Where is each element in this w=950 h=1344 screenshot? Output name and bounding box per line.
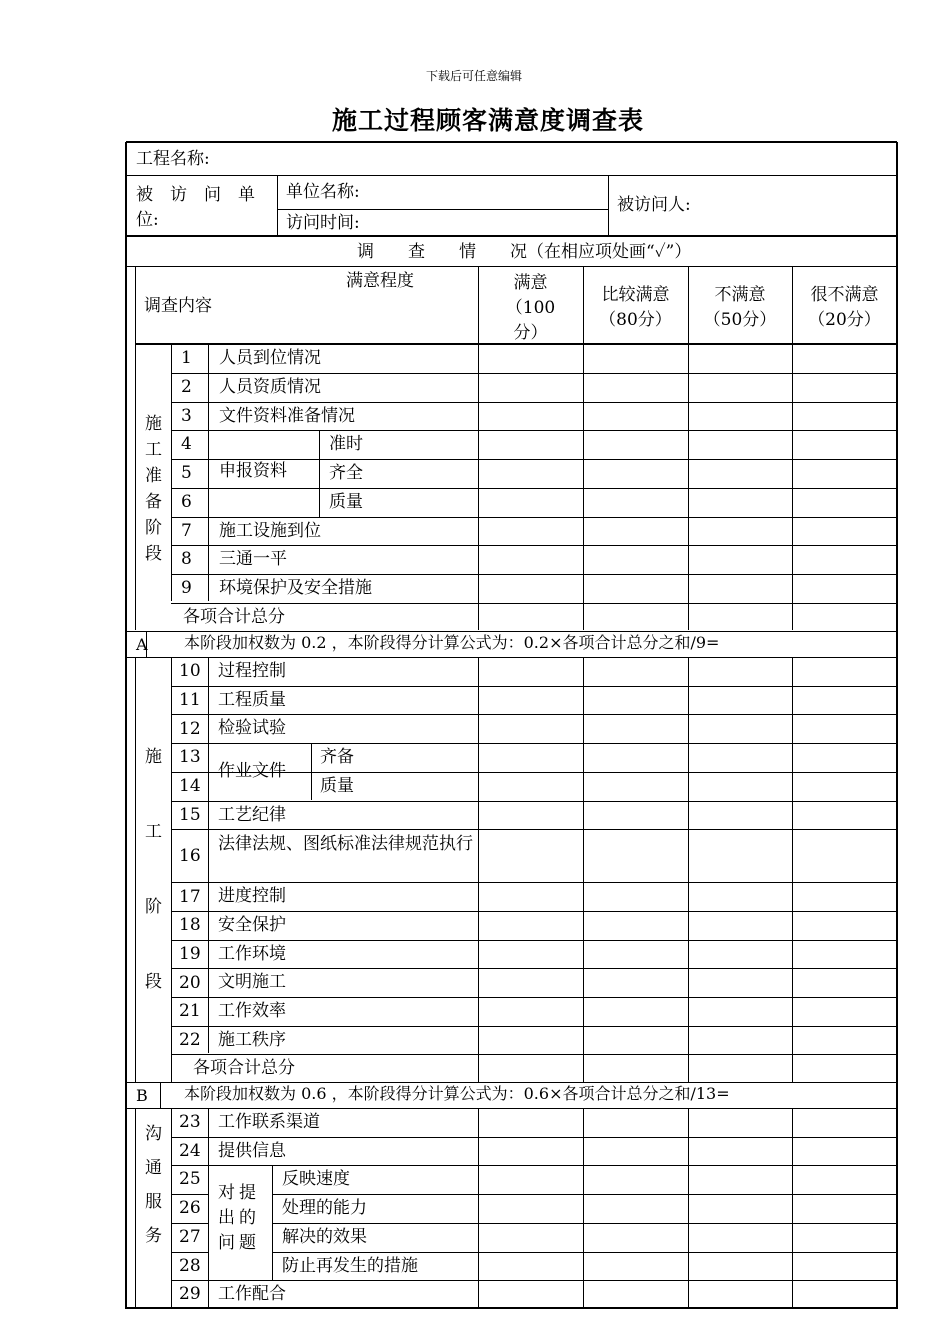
table-rule bbox=[171, 829, 897, 830]
visit-time-label: 访问时间: bbox=[286, 213, 360, 233]
stage-char: 段 bbox=[145, 544, 162, 564]
rating-cell-satisfied[interactable] bbox=[585, 346, 686, 371]
table-rule bbox=[171, 574, 897, 575]
row-number: 5 bbox=[181, 463, 192, 483]
rating-cell-very-satisfied[interactable] bbox=[480, 461, 581, 486]
table-rule bbox=[160, 1082, 161, 1108]
table-rule bbox=[171, 1054, 897, 1055]
rating-cell-very-satisfied[interactable] bbox=[480, 913, 581, 938]
row-number: 2 bbox=[181, 376, 192, 397]
row-item-label: 三通一平 bbox=[219, 549, 287, 570]
rating-cell-unsatisfied[interactable] bbox=[690, 803, 790, 828]
table-rule bbox=[171, 743, 897, 744]
rating-cell-satisfied[interactable] bbox=[585, 1110, 686, 1135]
satisfaction-level-label: 满意程度 bbox=[346, 271, 414, 291]
rating-cell-satisfied[interactable] bbox=[585, 1282, 686, 1307]
rating-cell-very-satisfied[interactable] bbox=[480, 1225, 581, 1250]
rating-cell-unsatisfied[interactable] bbox=[690, 1139, 790, 1164]
row-number: 19 bbox=[179, 943, 201, 964]
row-item-label: 人员资质情况 bbox=[219, 376, 321, 397]
unit-name-label: 单位名称: bbox=[286, 182, 360, 202]
table-rule bbox=[171, 1108, 172, 1309]
table-rule bbox=[135, 657, 136, 1082]
group-label-filing: 申报资料 bbox=[219, 461, 287, 482]
table-rule bbox=[135, 266, 136, 630]
total-cell[interactable] bbox=[585, 1056, 686, 1080]
rating-cell-unsatisfied[interactable] bbox=[690, 490, 790, 515]
rating-cell-unsatisfied[interactable] bbox=[690, 346, 790, 371]
rating-cell-satisfied[interactable] bbox=[585, 774, 686, 799]
rating-cell-unsatisfied[interactable] bbox=[690, 659, 790, 684]
rating-cell-satisfied[interactable] bbox=[585, 913, 686, 938]
visited-unit-label: 被 访 问 单位: bbox=[136, 185, 255, 230]
row-item-label: 齐备 bbox=[320, 747, 354, 768]
table-rule bbox=[126, 235, 897, 237]
row-number: 21 bbox=[179, 1001, 201, 1022]
table-rule bbox=[688, 1108, 689, 1309]
table-rule bbox=[171, 402, 897, 403]
rating-cell-very-satisfied[interactable] bbox=[480, 803, 581, 828]
download-note: 下载后可任意编辑 bbox=[426, 69, 523, 83]
section-code-b: B bbox=[136, 1086, 148, 1105]
rating-cell-satisfied[interactable] bbox=[585, 803, 686, 828]
rating-cell-satisfied[interactable] bbox=[585, 659, 686, 684]
row-item-label: 施工秩序 bbox=[218, 1029, 286, 1050]
rating-cell-very-unsatisfied[interactable] bbox=[794, 831, 895, 880]
rating-cell-very-satisfied[interactable] bbox=[480, 1110, 581, 1135]
table-rule bbox=[272, 1223, 897, 1224]
total-cell[interactable] bbox=[480, 605, 581, 629]
rating-cell-very-unsatisfied[interactable] bbox=[794, 1225, 895, 1250]
rating-cell-very-unsatisfied[interactable] bbox=[794, 1196, 895, 1221]
rating-cell-satisfied[interactable] bbox=[585, 688, 686, 713]
total-label: 各项合计总分 bbox=[193, 1058, 295, 1079]
rating-cell-satisfied[interactable] bbox=[585, 942, 686, 967]
survey-content-label: 调查内容 bbox=[144, 296, 212, 316]
rating-cell-unsatisfied[interactable] bbox=[690, 432, 790, 457]
table-rule bbox=[126, 175, 897, 176]
rating-cell-satisfied[interactable] bbox=[585, 1225, 686, 1250]
rating-cell-very-unsatisfied[interactable] bbox=[794, 1167, 895, 1192]
table-rule bbox=[319, 430, 320, 516]
table-rule bbox=[171, 968, 897, 969]
rating-cell-very-satisfied[interactable] bbox=[480, 970, 581, 995]
row-number: 18 bbox=[179, 915, 201, 936]
row-item-label: 法律法规、图纸标准法律规范执行 bbox=[218, 834, 473, 855]
table-rule bbox=[277, 209, 608, 210]
stage-char: 沟 bbox=[145, 1124, 162, 1144]
page-title: 施工过程顾客满意度调查表 bbox=[332, 106, 645, 135]
row-item-label: 工作联系渠道 bbox=[218, 1112, 320, 1132]
table-rule bbox=[171, 344, 172, 601]
table-rule bbox=[171, 997, 897, 998]
visitee-field[interactable] bbox=[700, 180, 890, 230]
row-number: 25 bbox=[179, 1169, 201, 1190]
table-rule bbox=[135, 1108, 136, 1309]
total-cell[interactable] bbox=[690, 1056, 790, 1080]
table-rule bbox=[126, 1082, 897, 1083]
col-unsatisfied-header: 不满意（50分） bbox=[703, 285, 777, 330]
col-very-unsatisfied-header: 很不满意（20分） bbox=[808, 285, 881, 330]
row-number: 10 bbox=[179, 661, 201, 682]
row-number: 29 bbox=[179, 1284, 201, 1305]
table-rule bbox=[126, 1108, 897, 1109]
total-cell[interactable] bbox=[585, 605, 686, 629]
table-rule bbox=[277, 175, 278, 236]
rating-cell-very-unsatisfied[interactable] bbox=[794, 432, 895, 457]
row-number: 23 bbox=[179, 1112, 201, 1132]
table-rule bbox=[171, 545, 897, 546]
rating-cell-satisfied[interactable] bbox=[585, 404, 686, 429]
rating-cell-unsatisfied[interactable] bbox=[690, 1282, 790, 1307]
rating-cell-unsatisfied[interactable] bbox=[690, 999, 790, 1024]
table-rule bbox=[126, 266, 897, 267]
stage-char: 段 bbox=[145, 972, 162, 992]
table-rule bbox=[208, 657, 209, 1053]
stage-char: 准 bbox=[145, 466, 162, 486]
total-cell[interactable] bbox=[690, 605, 790, 629]
table-rule bbox=[583, 1108, 584, 1309]
table-rule bbox=[171, 430, 897, 431]
stage-char: 阶 bbox=[145, 518, 162, 538]
rating-cell-very-unsatisfied[interactable] bbox=[794, 346, 895, 371]
rating-cell-very-unsatisfied[interactable] bbox=[794, 884, 895, 909]
rating-cell-satisfied[interactable] bbox=[585, 461, 686, 486]
row-item-label: 进度控制 bbox=[218, 886, 286, 907]
row-number: 16 bbox=[179, 845, 201, 866]
visitee-label: 被访问人: bbox=[617, 195, 691, 215]
rating-cell-unsatisfied[interactable] bbox=[690, 375, 790, 400]
table-rule bbox=[171, 603, 897, 604]
rating-cell-satisfied[interactable] bbox=[585, 375, 686, 400]
rating-cell-unsatisfied[interactable] bbox=[690, 519, 790, 544]
rating-cell-unsatisfied[interactable] bbox=[690, 1254, 790, 1279]
rating-cell-very-satisfied[interactable] bbox=[480, 576, 581, 601]
table-rule bbox=[171, 657, 172, 1082]
table-rule bbox=[171, 1223, 208, 1224]
rating-cell-very-unsatisfied[interactable] bbox=[794, 404, 895, 429]
rating-cell-very-satisfied[interactable] bbox=[480, 1282, 581, 1307]
rating-cell-very-satisfied[interactable] bbox=[480, 1028, 581, 1053]
table-bottom-border bbox=[126, 1307, 897, 1309]
table-rule bbox=[126, 657, 897, 658]
rating-cell-satisfied[interactable] bbox=[585, 970, 686, 995]
row-item-label: 检验试验 bbox=[218, 718, 286, 739]
rating-cell-very-unsatisfied[interactable] bbox=[794, 774, 895, 799]
rating-cell-very-unsatisfied[interactable] bbox=[794, 375, 895, 400]
rating-cell-very-satisfied[interactable] bbox=[480, 659, 581, 684]
rating-cell-very-satisfied[interactable] bbox=[480, 1167, 581, 1192]
stage-char: 务 bbox=[145, 1226, 162, 1246]
row-number: 28 bbox=[179, 1255, 201, 1276]
row-item-label: 防止再发生的措施 bbox=[282, 1255, 418, 1276]
row-number: 11 bbox=[179, 690, 201, 711]
rating-cell-very-unsatisfied[interactable] bbox=[794, 547, 895, 572]
rating-cell-satisfied[interactable] bbox=[585, 547, 686, 572]
rating-cell-very-satisfied[interactable] bbox=[480, 519, 581, 544]
row-number: 1 bbox=[181, 348, 192, 368]
rating-cell-very-satisfied[interactable] bbox=[480, 716, 581, 741]
rating-cell-very-unsatisfied[interactable] bbox=[794, 1139, 895, 1164]
table-rule bbox=[792, 657, 793, 1082]
table-rule bbox=[171, 517, 897, 518]
rating-cell-very-satisfied[interactable] bbox=[480, 999, 581, 1024]
row-number: 22 bbox=[179, 1030, 201, 1051]
rating-cell-very-satisfied[interactable] bbox=[480, 432, 581, 457]
rating-cell-very-unsatisfied[interactable] bbox=[794, 461, 895, 486]
row-item-label: 解决的效果 bbox=[282, 1226, 367, 1247]
rating-cell-very-unsatisfied[interactable] bbox=[794, 490, 895, 515]
row-item-label: 工作配合 bbox=[218, 1284, 286, 1305]
unit-name-field[interactable] bbox=[370, 178, 602, 206]
row-number: 6 bbox=[181, 491, 192, 512]
stage-char: 服 bbox=[145, 1192, 162, 1212]
rating-cell-very-satisfied[interactable] bbox=[480, 688, 581, 713]
table-rule bbox=[311, 743, 312, 800]
rating-cell-satisfied[interactable] bbox=[585, 1167, 686, 1192]
stage-char: 工 bbox=[145, 440, 162, 460]
rating-cell-very-unsatisfied[interactable] bbox=[794, 1254, 895, 1279]
rating-cell-unsatisfied[interactable] bbox=[690, 1196, 790, 1221]
table-rule bbox=[272, 1165, 273, 1280]
rating-cell-satisfied[interactable] bbox=[585, 884, 686, 909]
group-label-work-docs: 作业文件 bbox=[218, 761, 286, 782]
rating-cell-unsatisfied[interactable] bbox=[690, 461, 790, 486]
row-item-label: 工艺纪律 bbox=[218, 804, 286, 825]
rating-cell-very-unsatisfied[interactable] bbox=[794, 688, 895, 713]
table-rule bbox=[135, 343, 897, 345]
rating-cell-satisfied[interactable] bbox=[585, 1139, 686, 1164]
row-number: 20 bbox=[179, 972, 201, 993]
row-item-label: 文件资料准备情况 bbox=[219, 405, 355, 426]
table-rule bbox=[171, 1280, 897, 1281]
row-number: 13 bbox=[179, 747, 201, 768]
rating-cell-very-satisfied[interactable] bbox=[480, 547, 581, 572]
rating-cell-unsatisfied[interactable] bbox=[690, 831, 790, 880]
row-item-label: 提供信息 bbox=[218, 1140, 286, 1161]
stage-char: 工 bbox=[145, 822, 162, 842]
rating-cell-very-satisfied[interactable] bbox=[480, 1139, 581, 1164]
rating-cell-unsatisfied[interactable] bbox=[690, 1110, 790, 1135]
project-name-label: 工程名称: bbox=[136, 149, 210, 169]
table-rule bbox=[688, 657, 689, 1082]
total-cell[interactable] bbox=[794, 1056, 895, 1080]
stage-char: 通 bbox=[145, 1158, 162, 1178]
rating-cell-satisfied[interactable] bbox=[585, 576, 686, 601]
rating-cell-very-satisfied[interactable] bbox=[480, 774, 581, 799]
table-rule bbox=[792, 266, 793, 630]
rating-cell-unsatisfied[interactable] bbox=[690, 970, 790, 995]
stage-char: 阶 bbox=[145, 897, 162, 917]
rating-cell-very-satisfied[interactable] bbox=[480, 346, 581, 371]
survey-heading: 调 查 情 况（在相应项处画“✓”） bbox=[357, 242, 692, 262]
total-label: 各项合计总分 bbox=[183, 606, 285, 627]
table-rule bbox=[171, 911, 897, 912]
table-rule bbox=[208, 344, 209, 601]
row-number: 12 bbox=[179, 718, 201, 739]
rating-cell-very-satisfied[interactable] bbox=[480, 884, 581, 909]
formula-a: 本阶段加权数为 0.2 ，本阶段得分计算公式为：0.2×各项合计总分之和/9= bbox=[184, 633, 720, 652]
rating-cell-very-satisfied[interactable] bbox=[480, 1196, 581, 1221]
table-rule bbox=[171, 940, 897, 941]
table-rule bbox=[688, 266, 689, 630]
rating-cell-unsatisfied[interactable] bbox=[690, 1225, 790, 1250]
rating-cell-satisfied[interactable] bbox=[585, 999, 686, 1024]
table-rule bbox=[171, 373, 897, 374]
rating-cell-unsatisfied[interactable] bbox=[690, 404, 790, 429]
table-rule bbox=[171, 1137, 897, 1138]
rating-cell-very-unsatisfied[interactable] bbox=[794, 999, 895, 1024]
rating-cell-very-satisfied[interactable] bbox=[480, 404, 581, 429]
rating-cell-satisfied[interactable] bbox=[585, 1196, 686, 1221]
rating-cell-very-satisfied[interactable] bbox=[480, 1254, 581, 1279]
table-rule bbox=[478, 1108, 479, 1309]
row-item-label: 工作效率 bbox=[218, 1001, 286, 1021]
rating-cell-very-unsatisfied[interactable] bbox=[794, 519, 895, 544]
row-number: 8 bbox=[181, 549, 192, 570]
row-item-label: 工作环境 bbox=[218, 943, 286, 964]
row-number: 9 bbox=[181, 578, 192, 598]
rating-cell-satisfied[interactable] bbox=[585, 432, 686, 457]
rating-cell-satisfied[interactable] bbox=[585, 519, 686, 544]
formula-b: 本阶段加权数为 0.6 ，本阶段得分计算公式为：0.6×各项合计总分之和/13= bbox=[184, 1084, 730, 1103]
col-satisfied-header: 比较满意（80分） bbox=[599, 285, 672, 330]
col-very-satisfied-header: 满意（100分） bbox=[505, 273, 556, 343]
rating-cell-very-satisfied[interactable] bbox=[480, 942, 581, 967]
rating-cell-very-satisfied[interactable] bbox=[480, 831, 581, 880]
row-number: 17 bbox=[179, 886, 201, 907]
rating-cell-unsatisfied[interactable] bbox=[690, 745, 790, 770]
row-item-label: 处理的能力 bbox=[282, 1198, 367, 1219]
row-number: 4 bbox=[181, 434, 192, 455]
rating-cell-very-unsatisfied[interactable] bbox=[794, 913, 895, 938]
rating-cell-very-unsatisfied[interactable] bbox=[794, 1110, 895, 1135]
rating-cell-satisfied[interactable] bbox=[585, 831, 686, 880]
rating-cell-unsatisfied[interactable] bbox=[690, 1028, 790, 1053]
row-number: 15 bbox=[179, 804, 201, 825]
rating-cell-very-unsatisfied[interactable] bbox=[794, 576, 895, 601]
table-rule bbox=[171, 1026, 897, 1027]
rating-cell-very-unsatisfied[interactable] bbox=[794, 942, 895, 967]
rating-cell-very-satisfied[interactable] bbox=[480, 490, 581, 515]
row-item-label: 质量 bbox=[320, 775, 354, 796]
table-rule bbox=[272, 1194, 897, 1195]
rating-cell-unsatisfied[interactable] bbox=[690, 884, 790, 909]
stage-char: 备 bbox=[145, 492, 162, 512]
stage-char: 施 bbox=[145, 747, 162, 767]
visit-time-field[interactable] bbox=[370, 211, 602, 235]
rating-cell-very-satisfied[interactable] bbox=[480, 745, 581, 770]
stage-char: 施 bbox=[145, 414, 162, 434]
table-rule bbox=[171, 882, 897, 883]
rating-cell-unsatisfied[interactable] bbox=[690, 1167, 790, 1192]
table-rule bbox=[583, 657, 584, 1082]
row-item-label: 文明施工 bbox=[218, 972, 286, 993]
rating-cell-unsatisfied[interactable] bbox=[690, 576, 790, 601]
rating-cell-unsatisfied[interactable] bbox=[690, 774, 790, 799]
row-item-label: 工程质量 bbox=[218, 689, 286, 710]
rating-cell-very-unsatisfied[interactable] bbox=[794, 803, 895, 828]
total-cell[interactable] bbox=[794, 605, 895, 629]
row-item-label: 人员到位情况 bbox=[219, 348, 321, 368]
rating-cell-very-unsatisfied[interactable] bbox=[794, 1282, 895, 1307]
table-rule bbox=[171, 801, 897, 802]
rating-cell-unsatisfied[interactable] bbox=[690, 716, 790, 741]
rating-cell-unsatisfied[interactable] bbox=[690, 547, 790, 572]
table-rule bbox=[478, 266, 479, 630]
row-item-label: 施工设施到位 bbox=[219, 520, 321, 541]
total-cell[interactable] bbox=[480, 1056, 581, 1080]
table-rule bbox=[208, 1108, 209, 1309]
rating-cell-unsatisfied[interactable] bbox=[690, 913, 790, 938]
section-code-a: A bbox=[136, 635, 148, 654]
rating-cell-very-unsatisfied[interactable] bbox=[794, 745, 895, 770]
row-item-label: 过程控制 bbox=[218, 661, 286, 681]
table-right-border bbox=[896, 142, 898, 1309]
row-number: 14 bbox=[179, 776, 201, 797]
row-item-label: 齐全 bbox=[329, 463, 363, 483]
table-left-border bbox=[125, 142, 127, 1309]
table-rule bbox=[583, 266, 584, 630]
table-rule bbox=[171, 459, 897, 460]
table-rule bbox=[171, 1165, 897, 1166]
rating-cell-very-satisfied[interactable] bbox=[480, 375, 581, 400]
group-label-issues: 对提出的问题 bbox=[218, 1183, 260, 1254]
rating-cell-satisfied[interactable] bbox=[585, 1028, 686, 1053]
table-rule bbox=[171, 1194, 208, 1195]
row-item-label: 反映速度 bbox=[282, 1169, 350, 1190]
table-top-border bbox=[126, 141, 897, 143]
table-rule bbox=[272, 1252, 897, 1253]
row-item-label: 环境保护及安全措施 bbox=[219, 578, 372, 598]
table-rule bbox=[126, 631, 897, 632]
rating-cell-satisfied[interactable] bbox=[585, 1254, 686, 1279]
table-rule bbox=[171, 488, 897, 489]
row-number: 26 bbox=[179, 1198, 201, 1219]
project-name-field[interactable] bbox=[220, 146, 890, 172]
table-rule bbox=[171, 1252, 208, 1253]
row-number: 7 bbox=[181, 520, 192, 541]
rating-cell-satisfied[interactable] bbox=[585, 716, 686, 741]
row-item-label: 准时 bbox=[329, 434, 363, 455]
rating-cell-satisfied[interactable] bbox=[585, 490, 686, 515]
rating-cell-very-unsatisfied[interactable] bbox=[794, 659, 895, 684]
rating-cell-unsatisfied[interactable] bbox=[690, 942, 790, 967]
row-number: 27 bbox=[179, 1226, 201, 1247]
table-rule bbox=[171, 714, 897, 715]
rating-cell-very-unsatisfied[interactable] bbox=[794, 716, 895, 741]
table-rule bbox=[608, 175, 609, 236]
rating-cell-very-unsatisfied[interactable] bbox=[794, 1028, 895, 1053]
table-rule bbox=[792, 1108, 793, 1309]
rating-cell-satisfied[interactable] bbox=[585, 745, 686, 770]
rating-cell-very-unsatisfied[interactable] bbox=[794, 970, 895, 995]
table-rule bbox=[171, 686, 897, 687]
rating-cell-unsatisfied[interactable] bbox=[690, 688, 790, 713]
row-number: 3 bbox=[181, 405, 192, 426]
row-item-label: 安全保护 bbox=[218, 914, 286, 935]
row-number: 24 bbox=[179, 1140, 201, 1161]
table-rule bbox=[478, 657, 479, 1082]
row-item-label: 质量 bbox=[329, 491, 363, 512]
